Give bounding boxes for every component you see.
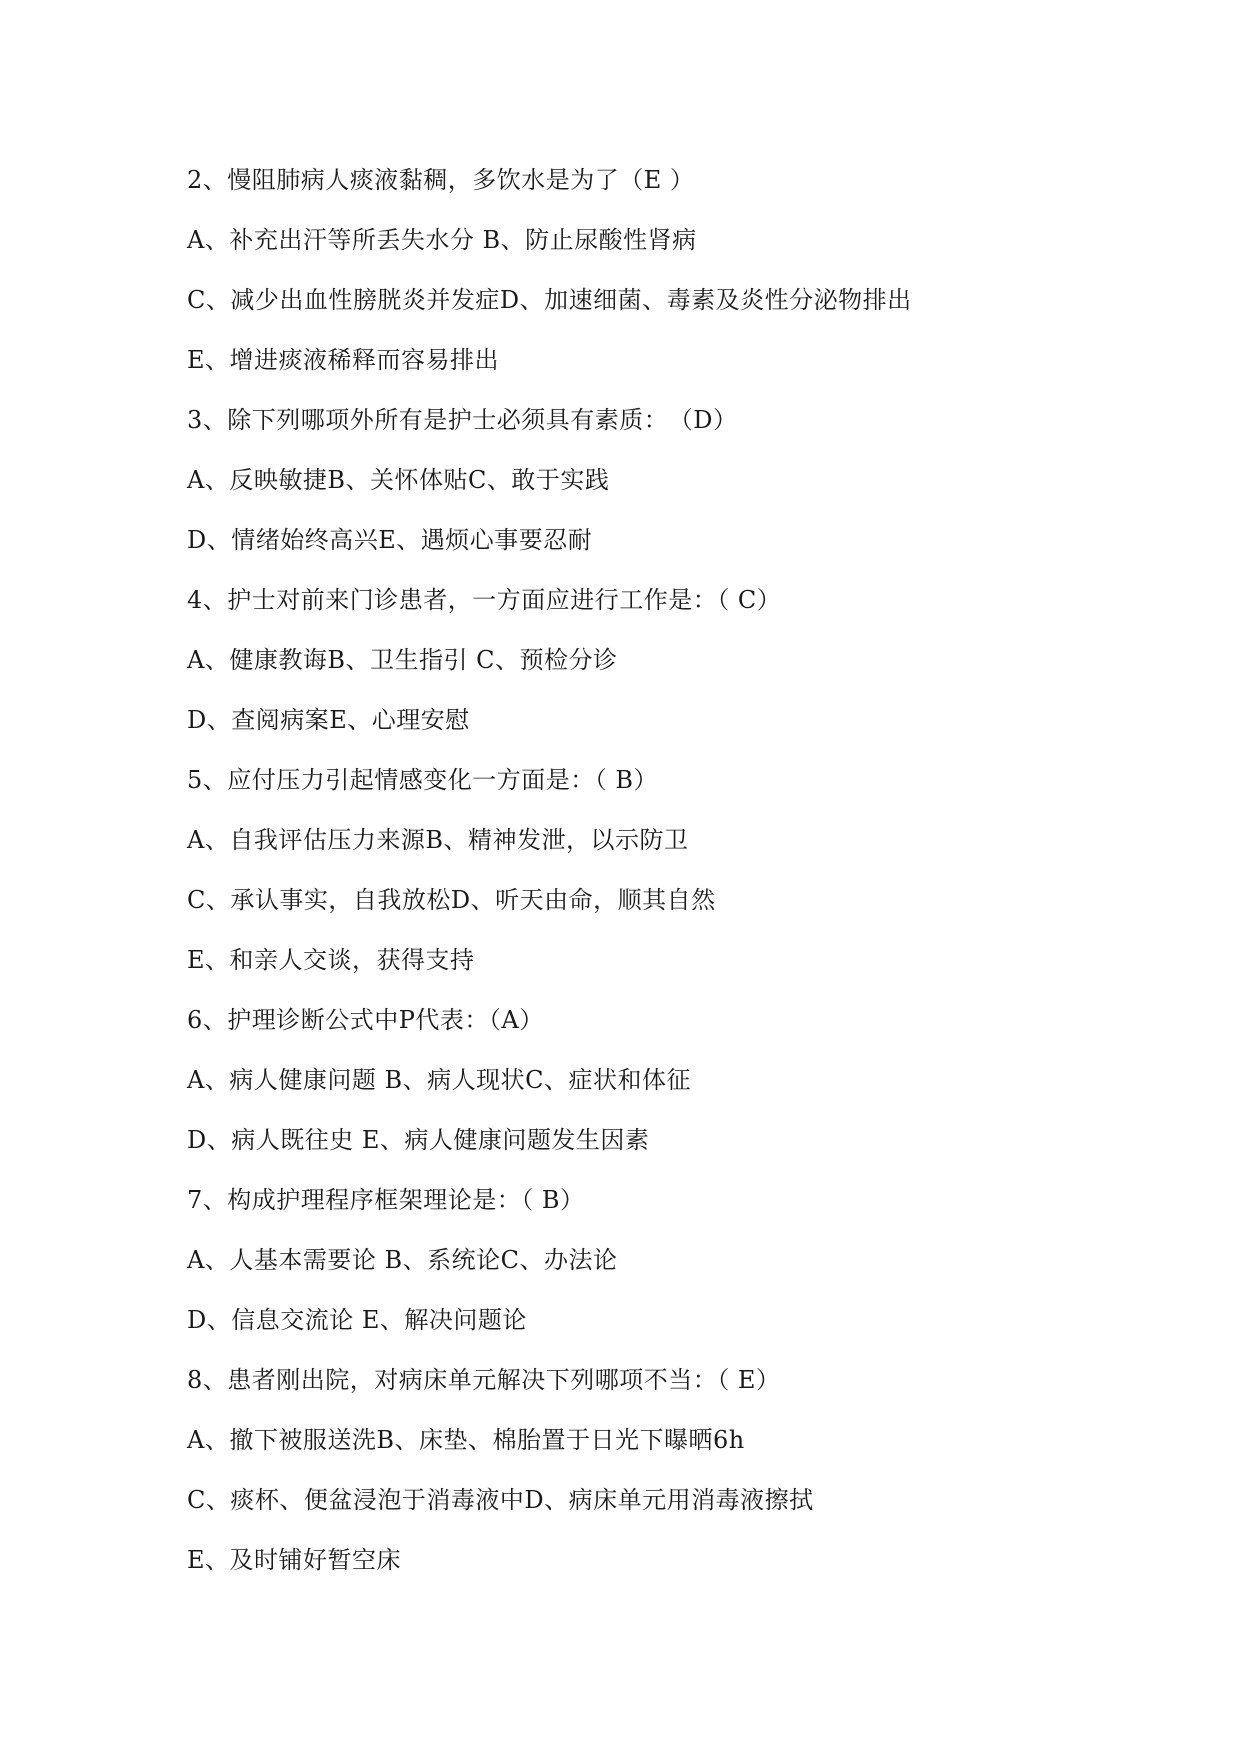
question-4-options-abc: A、健康教诲B、卫生指引 C、预检分诊 [187, 646, 618, 674]
question-4-options-de: D、查阅病案E、心理安慰 [187, 706, 470, 734]
question-6-stem: 6、护理诊断公式中P代表：（A） [187, 1006, 544, 1034]
question-5-options-cd: C、承认事实，自我放松D、听天由命，顺其自然 [187, 886, 716, 914]
question-8-options-ab: A、撤下被服送洗B、床垫、棉胎置于日光下曝晒6h [187, 1426, 745, 1454]
question-7-options-de: D、信息交流论 E、解决问题论 [187, 1306, 527, 1334]
question-2-options-ab: A、补充出汗等所丢失水分 B、防止尿酸性肾病 [187, 226, 697, 254]
question-2-options-cd: C、减少出血性膀胱炎并发症D、加速细菌、毒素及炎性分泌物排出 [187, 286, 912, 314]
question-2-option-e: E、增进痰液稀释而容易排出 [187, 346, 500, 374]
question-3-options-abc: A、反映敏捷B、关怀体贴C、敢于实践 [187, 466, 610, 494]
question-3-stem: 3、除下列哪项外所有是护士必须具有素质： （D） [187, 406, 738, 434]
question-7-options-abc: A、人基本需要论 B、系统论C、办法论 [187, 1246, 618, 1274]
question-3-options-de: D、情绪始终高兴E、遇烦心事要忍耐 [187, 526, 593, 554]
question-4-stem: 4、护士对前来门诊患者，一方面应进行工作是：（ C） [187, 586, 782, 614]
question-5-stem: 5、应付压力引起情感变化一方面是：（ B） [187, 766, 659, 794]
question-8-stem: 8、患者刚出院，对病床单元解决下列哪项不当：（ E） [187, 1366, 781, 1394]
question-8-options-cd: C、痰杯、便盆浸泡于消毒液中D、病床单元用消毒液擦拭 [187, 1486, 814, 1514]
question-7-stem: 7、构成护理程序框架理论是：（ B） [187, 1186, 585, 1214]
question-6-options-abc: A、病人健康问题 B、病人现状C、症状和体征 [187, 1066, 691, 1094]
question-8-option-e: E、及时铺好暂空床 [187, 1546, 402, 1574]
question-5-option-e: E、和亲人交谈，获得支持 [187, 946, 475, 974]
question-6-options-de: D、病人既往史 E、病人健康问题发生因素 [187, 1126, 650, 1154]
question-list [187, 162, 1167, 1602]
question-2-stem: 2、慢阻肺病人痰液黏稠，多饮水是为了（E ） [187, 166, 695, 194]
question-5-options-ab: A、自我评估压力来源B、精神发泄，以示防卫 [187, 826, 689, 854]
